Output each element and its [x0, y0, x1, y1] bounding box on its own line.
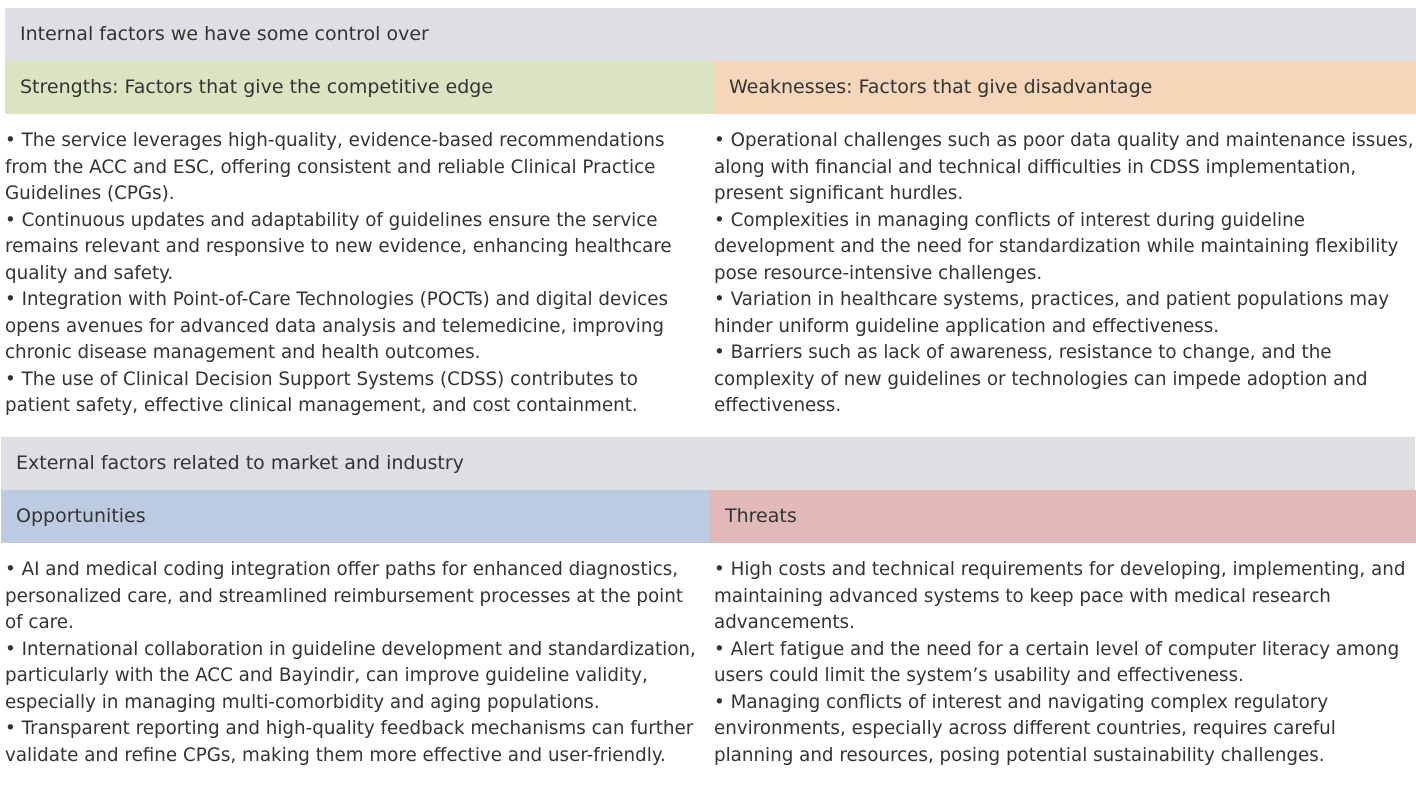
opportunity-item: • Transparent reporting and high-quality feedback mechanisms can further validate and refine CPGs, making them more effective and user-friendly.: [5, 718, 694, 766]
strength-item: • Integration with Point-of-Care Technologies (POCTs) and digital devices opens avenues for advanced data analysis and telemedicine, improving chronic disease management and health outcomes.: [5, 289, 668, 363]
weakness-item: • Complexities in managing conflicts of interest during guideline development and the need for standardization while maintaining flexibility pose resource-intensive challenges.: [714, 209, 1399, 284]
external-header: External factors related to market and industry: [1, 437, 1415, 490]
strength-item: • Continuous updates and adaptability of guidelines ensure the service remains relevant and responsive to new evidence, enhancing healthcare quality and safety.: [5, 209, 672, 284]
weaknesses-list: [714, 128, 1416, 420]
weaknesses-header: Weaknesses: Factors that give disadvantage: [714, 61, 1416, 114]
weakness-item: • Variation in healthcare systems, practices, and patient populations may hinder uniform guideline application and effectiveness.: [714, 289, 1390, 337]
opportunities-header: Opportunities: [1, 490, 710, 543]
threat-item: • Managing conflicts of interest and navigating complex regulatory environments, especially across different countries, requires careful planning and resources, posing potential sustainability challenges.: [714, 691, 1336, 766]
opportunities-list: [5, 557, 705, 769]
threats-list: [714, 557, 1416, 769]
threat-item: • High costs and technical requirements for developing, implementing, and maintaining advanced systems to keep pace with medical research advancements.: [714, 559, 1406, 633]
weakness-item: • Barriers such as lack of awareness, resistance to change, and the complexity of new guidelines or technologies can impede adoption and effectiveness.: [714, 342, 1368, 416]
strength-item: • The service leverages high-quality, evidence-based recommendations from the ACC and ESC, offering consistent and reliable Clinical Practice Guidelines (CPGs).: [5, 130, 665, 204]
internal-header: Internal factors we have some control over: [5, 8, 1416, 61]
strengths-header: Strengths: Factors that give the competitive edge: [5, 61, 714, 114]
weakness-item: • Operational challenges such as poor data quality and maintenance issues, along with financial and technical difficulties in CDSS implementation, present significant hurdles.: [714, 130, 1414, 204]
threat-item: • Alert fatigue and the need for a certain level of computer literacy among users could limit the system’s usability and effectiveness.: [714, 638, 1400, 686]
opportunity-item: • AI and medical coding integration offer paths for enhanced diagnostics, personalized care, and streamlined reimbursement processes at the point of care.: [5, 559, 683, 633]
strengths-list: [5, 128, 705, 420]
threats-header: Threats: [710, 490, 1416, 543]
strength-item: • The use of Clinical Decision Support Systems (CDSS) contributes to patient safety, effective clinical management, and cost containment.: [5, 368, 638, 416]
opportunity-item: • International collaboration in guideline development and standardization, particularly with the ACC and Bayindir, can improve guideline validity, especially in managing multi-comorbidity and aging populations.: [5, 638, 696, 713]
